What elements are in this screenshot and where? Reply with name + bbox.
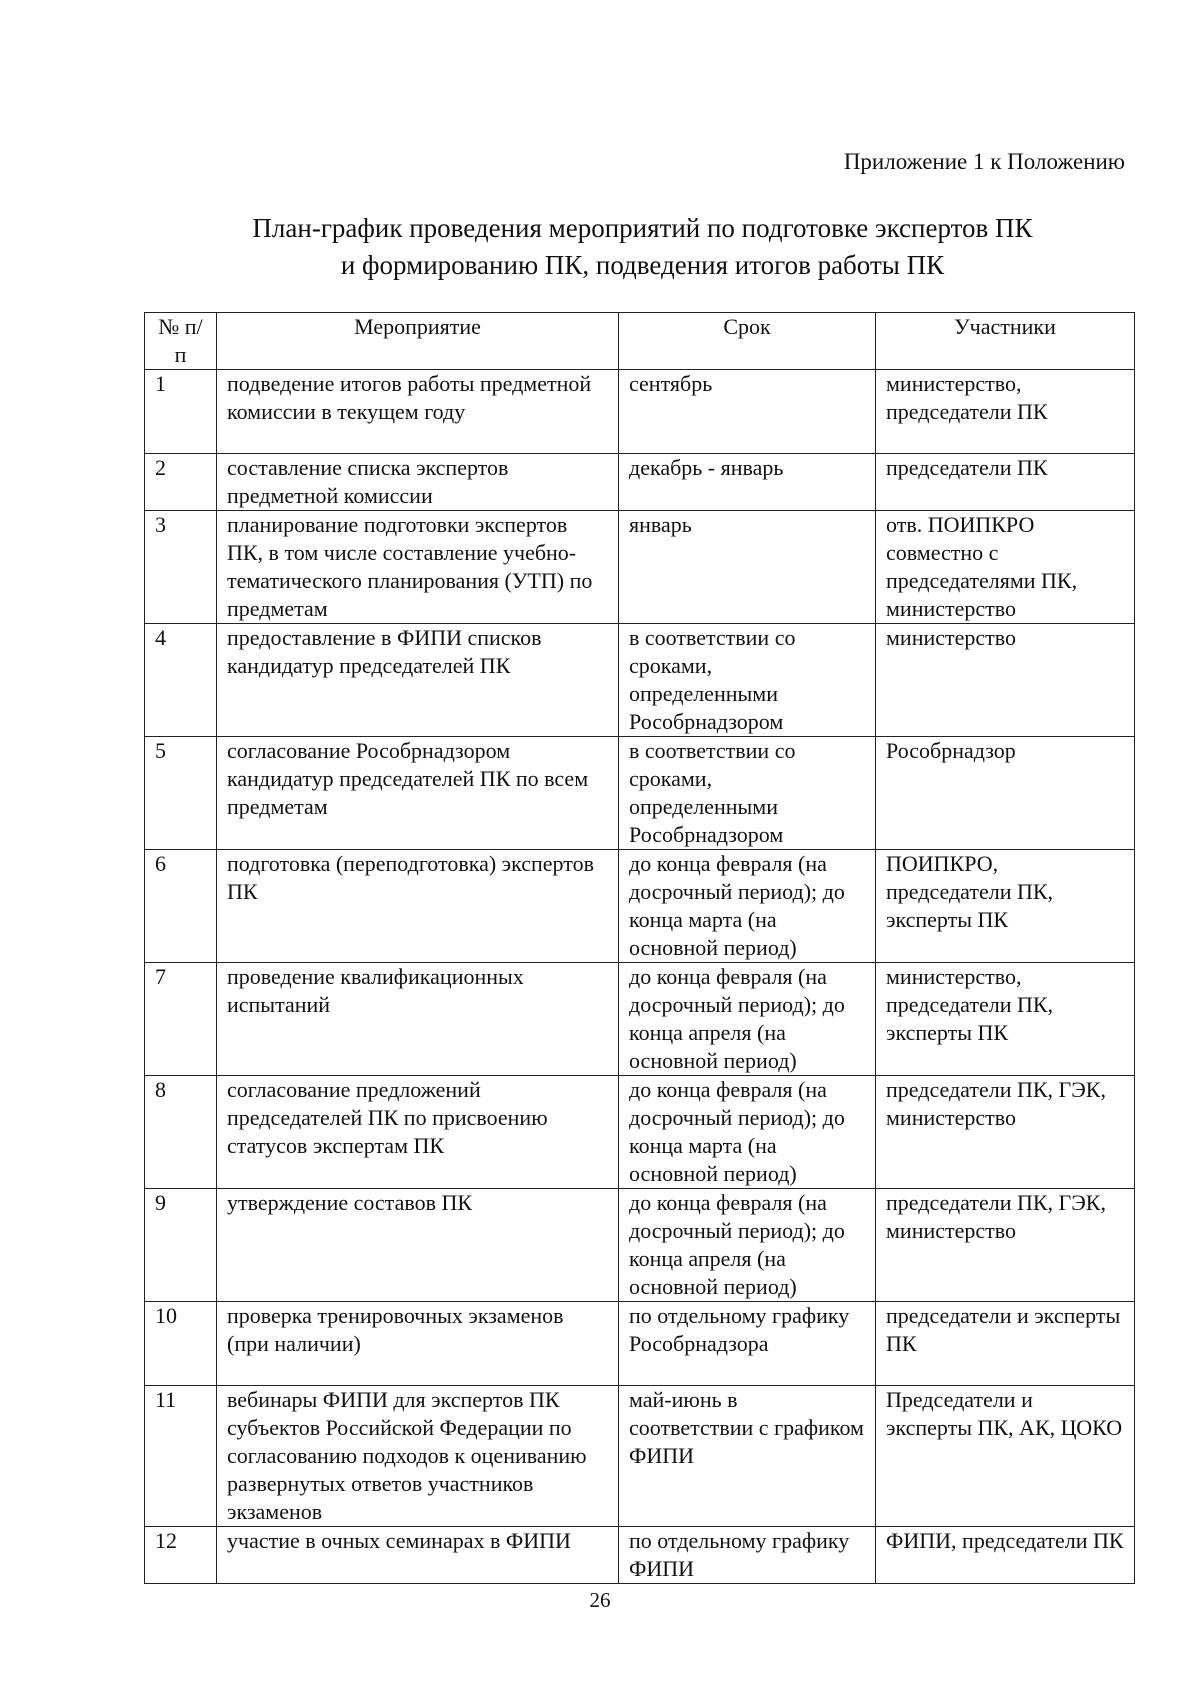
- row-participants: министерство, председатели ПК, эксперты ПК: [876, 963, 1135, 1076]
- row-event: проверка тренировочных экзаменов (при наличии): [217, 1302, 619, 1386]
- row-event: проведение квалификационных испытаний: [217, 963, 619, 1076]
- table-row: [145, 511, 1135, 624]
- page-number: 26: [589, 1588, 611, 1612]
- row-participants: председатели ПК, ГЭК, министерство: [876, 1076, 1135, 1189]
- row-num: 2: [145, 454, 217, 511]
- row-term: декабрь - январь: [619, 454, 876, 511]
- table-row: [145, 624, 1135, 737]
- row-term: в соответствии со сроками, определенными Рособрнадзором: [619, 624, 876, 737]
- row-num: 4: [145, 624, 217, 737]
- row-event: участие в очных семинарах в ФИПИ: [217, 1527, 619, 1584]
- table-row: [145, 1076, 1135, 1189]
- row-participants: министерство: [876, 624, 1135, 737]
- row-num: 3: [145, 511, 217, 624]
- row-term: сентябрь: [619, 370, 876, 454]
- row-participants: отв. ПОИПКРО совместно с председателями ПК, министерство: [876, 511, 1135, 624]
- row-num: 8: [145, 1076, 217, 1189]
- table-header-row: [145, 313, 1135, 370]
- title-line-1: План-график проведения мероприятий по подготовке экспертов ПК: [252, 213, 1033, 243]
- row-term: до конца февраля (на досрочный период); до конца марта (на основной период): [619, 1076, 876, 1189]
- row-term: май-июнь в соответствии с графиком ФИПИ: [619, 1386, 876, 1527]
- row-participants: ПОИПКРО, председатели ПК, эксперты ПК: [876, 850, 1135, 963]
- table-row: [145, 1527, 1135, 1584]
- row-num: 12: [145, 1527, 217, 1584]
- row-event: согласование предложений председателей ПК по присвоению статусов экспертам ПК: [217, 1076, 619, 1189]
- row-event: вебинары ФИПИ для экспертов ПК субъектов Российской Федерации по согласованию подходов к оцениванию развернутых ответов участников экзаменов: [217, 1386, 619, 1527]
- row-event: подготовка (переподготовка) экспертов ПК: [217, 850, 619, 963]
- table-row: [145, 1189, 1135, 1302]
- table-row: [145, 1386, 1135, 1527]
- row-participants: Председатели и эксперты ПК, АК, ЦОКО: [876, 1386, 1135, 1527]
- row-event: подведение итогов работы предметной комиссии в текущем году: [217, 370, 619, 454]
- row-num: 11: [145, 1386, 217, 1527]
- header-term: Срок: [619, 313, 876, 370]
- row-participants: министерство, председатели ПК: [876, 370, 1135, 454]
- document-title: [130, 210, 1155, 284]
- row-num: 6: [145, 850, 217, 963]
- table-row: [145, 370, 1135, 454]
- row-event: составление списка экспертов предметной комиссии: [217, 454, 619, 511]
- row-participants: Рособрнадзор: [876, 737, 1135, 850]
- row-term: в соответствии со сроками, определенными Рособрнадзором: [619, 737, 876, 850]
- table-row: [145, 1302, 1135, 1386]
- row-term: январь: [619, 511, 876, 624]
- row-num: 10: [145, 1302, 217, 1386]
- row-term: по отдельному графику Рособрнадзора: [619, 1302, 876, 1386]
- row-event: предоставление в ФИПИ списков кандидатур председателей ПК: [217, 624, 619, 737]
- row-participants: председатели и эксперты ПК: [876, 1302, 1135, 1386]
- row-term: до конца февраля (на досрочный период); до конца апреля (на основной период): [619, 1189, 876, 1302]
- title-line-2: и формированию ПК, подведения итогов работы ПК: [340, 250, 945, 280]
- header-num: № п/п: [145, 313, 217, 370]
- table-row: [145, 850, 1135, 963]
- row-participants: председатели ПК, ГЭК, министерство: [876, 1189, 1135, 1302]
- row-event: утверждение составов ПК: [217, 1189, 619, 1302]
- table-row: [145, 454, 1135, 511]
- table-row: [145, 737, 1135, 850]
- header-participants: Участники: [876, 313, 1135, 370]
- row-num: 5: [145, 737, 217, 850]
- row-num: 9: [145, 1189, 217, 1302]
- row-participants: председатели ПК: [876, 454, 1135, 511]
- schedule-table: [144, 312, 1135, 1584]
- appendix-label: Приложение 1 к Положению: [843, 149, 1125, 174]
- row-participants: ФИПИ, председатели ПК: [876, 1527, 1135, 1584]
- row-term: до конца февраля (на досрочный период); до конца марта (на основной период): [619, 850, 876, 963]
- row-term: по отдельному графику ФИПИ: [619, 1527, 876, 1584]
- row-num: 7: [145, 963, 217, 1076]
- row-term: до конца февраля (на досрочный период); до конца апреля (на основной период): [619, 963, 876, 1076]
- row-event: планирование подготовки экспертов ПК, в том числе составление учебно-тематического планирования (УТП) по предметам: [217, 511, 619, 624]
- row-num: 1: [145, 370, 217, 454]
- row-event: согласование Рособрнадзором кандидатур председателей ПК по всем предметам: [217, 737, 619, 850]
- header-event: Мероприятие: [217, 313, 619, 370]
- table-row: [145, 963, 1135, 1076]
